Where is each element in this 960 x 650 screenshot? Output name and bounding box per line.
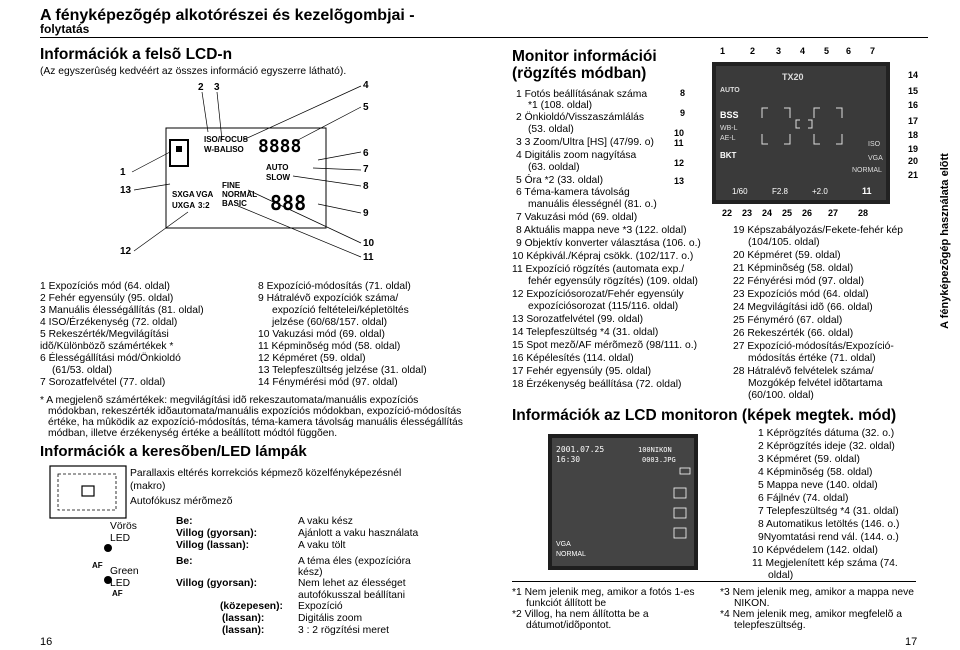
svg-text:2001.07.25: 2001.07.25 xyxy=(556,445,605,454)
svg-text:TX20: TX20 xyxy=(782,72,804,82)
note-line: *2 Villog, ha nem állította be a xyxy=(512,609,649,620)
vf-line-3: Autofókusz mérõmezõ xyxy=(130,496,233,507)
svg-text:6: 6 xyxy=(846,46,852,56)
led-state: Villog (gyorsan): xyxy=(176,528,258,539)
header-rule xyxy=(40,37,928,38)
viewfinder-section-title: Információk a keresõben/LED lámpák xyxy=(40,443,307,460)
svg-text:8: 8 xyxy=(680,88,686,98)
monitor-item: (53. oldal) xyxy=(528,124,574,135)
svg-text:28: 28 xyxy=(858,208,869,218)
svg-text:22: 22 xyxy=(722,208,733,218)
lcd-item: idõ/Különbözõ számértékek * xyxy=(40,341,174,352)
svg-text:BSS: BSS xyxy=(720,110,739,120)
note-line: *3 Nem jelenik meg, amikor a mappa neve xyxy=(720,587,915,598)
svg-text:1: 1 xyxy=(720,46,726,56)
playback-item: 11 Megjelenített kép száma (74. xyxy=(752,558,898,569)
svg-text:UXGA: UXGA xyxy=(172,201,196,210)
svg-text:23: 23 xyxy=(742,208,753,218)
chapter-subtitle: folytatás xyxy=(40,22,90,36)
lcd-callout-7: 7 xyxy=(363,164,369,175)
lcd-item: 12 Képméret (59. oldal) xyxy=(258,353,366,364)
led-meaning: Expozíció xyxy=(298,601,343,612)
monitor-section-title-2: (rögzítés módban) xyxy=(512,65,647,82)
led-meaning: A téma éles (expozícióra xyxy=(298,556,411,567)
top-lcd-diagram xyxy=(118,80,378,265)
svg-text:VGA: VGA xyxy=(868,155,883,162)
svg-text:15: 15 xyxy=(908,86,919,96)
lcd-item: (61/53. oldal) xyxy=(52,365,113,376)
led-meaning: Ajánlott a vaku használata xyxy=(298,528,419,539)
monitor-diagram xyxy=(672,44,928,220)
monitor-item: 13 Sorozatfelvétel (99. oldal) xyxy=(512,314,644,325)
note-line: funkciót állított be xyxy=(526,598,607,609)
svg-text:888: 888 xyxy=(270,191,307,215)
svg-text:1/60: 1/60 xyxy=(732,187,748,196)
svg-text:16: 16 xyxy=(908,100,919,110)
lcd-item: 3 Manuális élességállítás (81. oldal) xyxy=(40,305,204,316)
vf-line-2: (makro) xyxy=(130,481,166,492)
monitor-item: 19 Képszabályozás/Fekete-fehér kép xyxy=(733,225,903,236)
svg-text:16:30: 16:30 xyxy=(556,455,581,464)
svg-text:NORMAL: NORMAL xyxy=(222,190,258,199)
svg-text:12: 12 xyxy=(674,158,685,168)
svg-text:21: 21 xyxy=(908,170,919,180)
svg-text:11: 11 xyxy=(674,138,684,148)
svg-text:14: 14 xyxy=(908,70,919,80)
svg-text:+2.0: +2.0 xyxy=(812,187,828,196)
svg-text:100NIKON: 100NIKON xyxy=(638,446,672,454)
footnote-line: * A megjelenõ számértékek: megvilágítási idõ rekeszautomata/manuális expozíciós xyxy=(40,395,419,406)
playback-item: 6 Fájlnév (74. oldal) xyxy=(758,493,849,504)
svg-text:3:2: 3:2 xyxy=(198,201,210,210)
lcd-callout-9: 9 xyxy=(363,208,369,219)
svg-text:3: 3 xyxy=(776,46,782,56)
monitor-item: 7 Vakuzási mód (69. oldal) xyxy=(516,212,638,223)
svg-text:ISO/FOCUS: ISO/FOCUS xyxy=(204,135,249,144)
note-line: *4 Nem jelenik meg, amikor megfelelõ a xyxy=(720,609,902,620)
playback-item: 4 Képminõség (58. oldal) xyxy=(758,467,873,478)
af-icon: AF xyxy=(92,561,103,570)
lcd-item: 2 Fehér egyensúly (95. oldal) xyxy=(40,293,174,304)
monitor-item: (60/100. oldal) xyxy=(748,390,814,401)
monitor-item: 24 Megvilágítási idõ (66. oldal) xyxy=(733,302,873,313)
page-number-right: 17 xyxy=(905,636,918,648)
lcd-section-title: Információk a felsõ LCD-n xyxy=(40,46,233,63)
led-meaning: autofókusszal beállítani xyxy=(298,590,406,601)
note-line: dátumot/idõpontot. xyxy=(526,620,612,631)
note-line: *1 Nem jelenik meg, amikor a fotós 1-es xyxy=(512,587,695,598)
monitor-item: 26 Rekeszérték (66. oldal) xyxy=(733,328,854,339)
lcd-item: expozíció feltételei/képletöltés xyxy=(272,305,409,316)
lcd-callout-3: 3 xyxy=(214,82,220,93)
svg-text:BASIC: BASIC xyxy=(222,199,247,208)
svg-text:9: 9 xyxy=(680,108,686,118)
note-line: NIKON. xyxy=(734,598,770,609)
svg-text:26: 26 xyxy=(802,208,813,218)
monitor-item: 1 Fotós beállításának száma xyxy=(516,89,648,100)
playback-item: 2 Képrögzítés ideje (32. oldal) xyxy=(758,441,895,452)
svg-text:F2.8: F2.8 xyxy=(772,187,789,196)
monitor-item: módosítás értéke (71. oldal) xyxy=(748,353,876,364)
note-line: telepfeszültség. xyxy=(734,620,806,631)
svg-text:13: 13 xyxy=(674,176,685,186)
led-state: Villog (gyorsan): xyxy=(176,578,258,589)
monitor-item: 22 Fényérési mód (97. oldal) xyxy=(733,276,865,287)
lcd-item: 9 Hátralévõ expozíciók száma/ xyxy=(258,293,399,304)
monitor-item: 28 Hátralévõ felvételek száma/ xyxy=(733,366,874,377)
svg-text:ISO: ISO xyxy=(868,141,881,148)
playback-item: 9Nyomtatási rend vál. (144. o.) xyxy=(758,532,899,543)
svg-text:8888: 8888 xyxy=(258,136,302,157)
lcd-item: 11 Képminõség mód (58. oldal) xyxy=(258,341,401,352)
svg-text:FINE: FINE xyxy=(222,181,241,190)
monitor-item: (63. ooldal) xyxy=(528,162,580,173)
monitor-item: 3 3 Zoom/Ultra [HS] (47/99. o) xyxy=(516,137,654,148)
lcd-item: 14 Fénymérési mód (97. oldal) xyxy=(258,377,398,388)
lcd-item: 7 Sorozatfelvétel (77. oldal) xyxy=(40,377,166,388)
svg-text:AUTO: AUTO xyxy=(720,87,740,94)
monitor-item: 27 Expozíció-módosítás/Expozíció- xyxy=(733,341,894,352)
svg-text:5: 5 xyxy=(824,46,830,56)
monitor-item: 2 Önkioldó/Visszaszámlálás xyxy=(516,112,645,123)
monitor-item: 18 Érzékenység beállítása (72. oldal) xyxy=(512,379,682,390)
lcd-item: 8 Expozíció-módosítás (71. oldal) xyxy=(258,281,411,292)
svg-text:BKT: BKT xyxy=(720,151,737,160)
led-meaning: Nem lehet az élességet xyxy=(298,578,406,589)
monitor-item: 23 Expozíciós mód (64. oldal) xyxy=(733,289,869,300)
svg-text:7: 7 xyxy=(870,46,876,56)
lcd-callout-1: 1 xyxy=(120,167,126,178)
lcd-item: 6 Élességállítási mód/Önkioldó xyxy=(40,353,181,364)
red-led-label: Vörös LED xyxy=(110,521,137,545)
svg-text:WB-L: WB-L xyxy=(720,125,738,132)
monitor-item: 4 Digitális zoom nagyítása xyxy=(516,150,637,161)
svg-text:18: 18 xyxy=(908,130,919,140)
monitor-item: 11 Expozíció rögzítés (automata exp./ xyxy=(512,264,685,275)
af-icon: AF xyxy=(112,589,123,598)
lcd-callout-4: 4 xyxy=(363,80,369,91)
svg-text:11: 11 xyxy=(862,186,872,196)
monitor-item: 14 Telepfeszültség *4 (31. oldal) xyxy=(512,327,659,338)
lcd-section-caption: (Az egyszerûség kedvéért az összes információ egyszerre látható). xyxy=(40,66,347,77)
monitor-item: manuális élességnél (81. o.) xyxy=(528,199,657,210)
playback-item: oldal) xyxy=(768,570,794,581)
lcd-item: 10 Vakuzási mód (69. oldal) xyxy=(258,329,385,340)
svg-text:24: 24 xyxy=(762,208,773,218)
svg-text:27: 27 xyxy=(828,208,839,218)
lcd-callout-6: 6 xyxy=(363,148,369,159)
footnote-line: értéke, ha mûködik az expozíció-módosítás, téma-kamera távolság manuális élességállítás xyxy=(48,417,463,428)
svg-text:4: 4 xyxy=(800,46,806,56)
notes-rule xyxy=(512,581,916,582)
playback-section-title: Információk az LCD monitoron (képek megtek. mód) xyxy=(512,407,897,424)
led-meaning: Digitális zoom xyxy=(298,613,363,624)
led-state: (lassan): xyxy=(222,613,265,624)
lcd-callout-8: 8 xyxy=(363,181,369,192)
monitor-item: (104/105. oldal) xyxy=(748,237,820,248)
monitor-item: 9 Objektív konverter választása (106. o.) xyxy=(516,238,701,249)
side-tab xyxy=(930,108,960,373)
svg-text:17: 17 xyxy=(908,116,919,126)
chapter-title: A fényképezõgép alkotórészei és kezelõgombjai - xyxy=(40,7,415,24)
led-meaning: kész) xyxy=(298,567,323,578)
svg-text:SLOW: SLOW xyxy=(266,173,290,182)
monitor-item: 25 Fényméró (67. oldal) xyxy=(733,315,843,326)
lcd-callout-5: 5 xyxy=(363,102,369,113)
monitor-item: expozíciósorozat (115/116. oldal) xyxy=(528,301,679,312)
lcd-item: 13 Telepfeszültség jelzése (31. oldal) xyxy=(258,365,427,376)
footnote-line: módokban, rekeszérték idõautomata/manuális expozíciós módokban, expozíció-módosítás xyxy=(48,406,462,417)
led-state: (közepesen): xyxy=(220,601,283,612)
svg-text:0003.JPG: 0003.JPG xyxy=(642,456,676,464)
vf-line-1: Parallaxis eltérés korrekciós képmezõ közelfényképezésnél xyxy=(130,468,402,479)
playback-item: 10 Képvédelem (142. oldal) xyxy=(752,545,878,556)
svg-text:2: 2 xyxy=(750,46,756,56)
monitor-item: 5 Óra *2 (33. oldal) xyxy=(516,175,603,186)
lcd-callout-10: 10 xyxy=(363,238,375,249)
playback-item: 3 Képméret (59. oldal) xyxy=(758,454,860,465)
monitor-item: fehér egyensúly rögzítés) (109. oldal) xyxy=(528,276,698,287)
playback-item: 5 Mappa neve (140. oldal) xyxy=(758,480,878,491)
lcd-callout-13: 13 xyxy=(120,185,132,196)
lcd-item: 5 Rekeszérték/Megvilágítási xyxy=(40,329,169,340)
monitor-item: 12 Expozíciósorozat/Fehér egyensúly xyxy=(512,289,684,300)
monitor-item: 20 Képméret (59. oldal) xyxy=(733,250,841,261)
monitor-item: 16 Képélesítés (114. oldal) xyxy=(512,353,634,364)
monitor-item: 8 Aktuális mappa neve *3 (122. oldal) xyxy=(516,225,687,236)
side-tab-label: A fényképezõgép használata elõtt xyxy=(939,152,951,329)
lcd-item: 4 ISO/Érzékenység (72. oldal) xyxy=(40,317,178,328)
top-lcd-svg xyxy=(118,80,378,265)
monitor-item: 10 Képkivál./Képraj csökk. (102/117. o.) xyxy=(512,251,694,262)
led-state: Be: xyxy=(176,556,193,567)
svg-text:SXGA: SXGA xyxy=(172,190,195,199)
monitor-item: 15 Spot mezõ/AF mérõmezõ (98/111. o.) xyxy=(512,340,698,351)
led-state: (lassan): xyxy=(222,625,265,636)
monitor-item: 21 Képminõség (58. oldal) xyxy=(733,263,854,274)
svg-text:20: 20 xyxy=(908,156,919,166)
svg-text:NORMAL: NORMAL xyxy=(852,167,882,174)
svg-text:AE-L: AE-L xyxy=(720,135,736,142)
led-meaning: 3 : 2 rögzítési meret xyxy=(298,625,389,636)
lcd-callout-12: 12 xyxy=(120,246,132,257)
monitor-item: 17 Fehér egyensúly (95. oldal) xyxy=(512,366,652,377)
led-state: Villog (lassan): xyxy=(176,540,250,551)
svg-text:VGA: VGA xyxy=(556,541,571,548)
led-meaning: A vaku kész xyxy=(298,516,353,527)
svg-text:VGA: VGA xyxy=(196,190,214,199)
svg-text:NORMAL: NORMAL xyxy=(556,551,586,558)
svg-text:25: 25 xyxy=(782,208,793,218)
monitor-section-title-1: Monitor információi xyxy=(512,48,657,65)
monitor-item: *1 (108. oldal) xyxy=(528,100,593,111)
footnote-line: módban, illetve érzékenység értéke a beállított módtól függõen. xyxy=(48,428,338,439)
lcd-callout-11: 11 xyxy=(363,252,374,263)
svg-text:W-BAL: W-BAL xyxy=(204,145,231,154)
svg-text:AUTO: AUTO xyxy=(266,163,289,172)
lcd-item: jelzése (60/68/157. oldal) xyxy=(272,317,388,328)
monitor-item: Mozgókép felvétel idõtartama xyxy=(748,378,883,389)
svg-text:10: 10 xyxy=(674,128,685,138)
lcd-callout-2: 2 xyxy=(198,82,204,93)
page-number-left: 16 xyxy=(40,636,53,648)
svg-text:19: 19 xyxy=(908,144,919,154)
playback-item: 7 Telepfeszültség *4 (31. oldal) xyxy=(758,506,899,517)
svg-text:ISO: ISO xyxy=(230,145,244,154)
playback-item: 8 Automatikus letöltés (146. o.) xyxy=(758,519,900,530)
led-meaning: A vaku tölt xyxy=(298,540,346,551)
led-state: Be: xyxy=(176,516,193,527)
monitor-item: 6 Téma-kamera távolság xyxy=(516,187,630,198)
playback-diagram xyxy=(534,428,724,576)
playback-item: 1 Képrögzítés dátuma (32. o.) xyxy=(758,428,895,439)
green-led-label: Green LED xyxy=(110,566,139,590)
lcd-item: 1 Expozíciós mód (64. oldal) xyxy=(40,281,170,292)
